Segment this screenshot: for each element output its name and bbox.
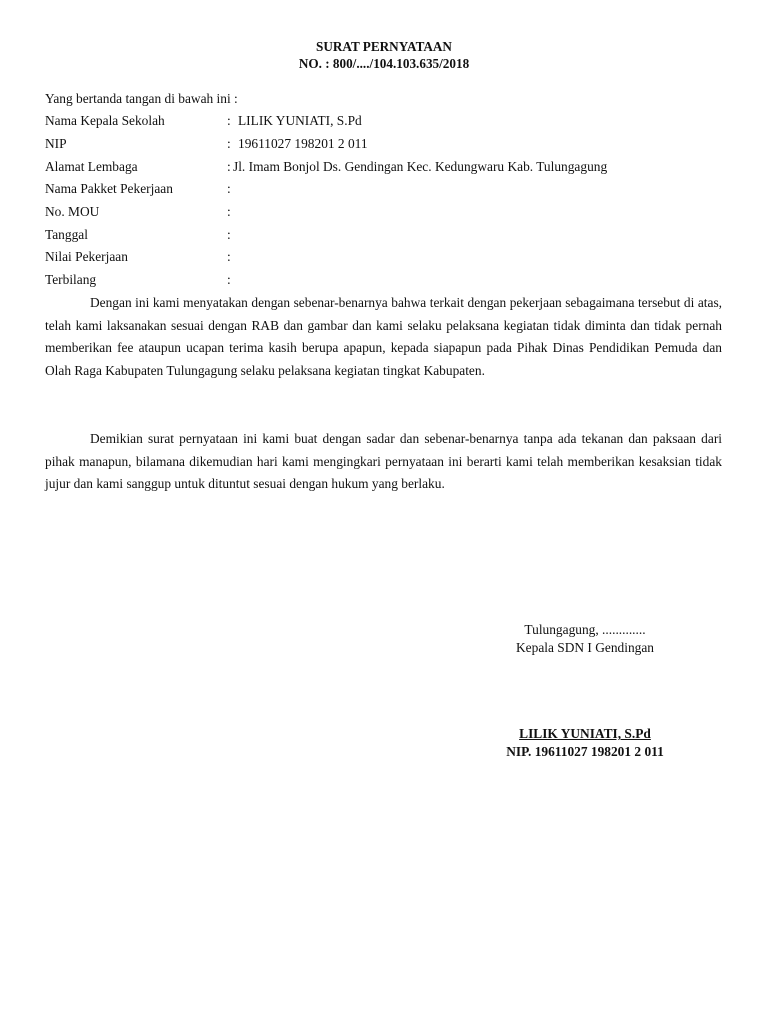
signature-nip: NIP. 19611027 198201 2 011	[506, 744, 664, 759]
field-label: NIP	[45, 136, 67, 151]
intro-text: Yang bertanda tangan di bawah ini :	[45, 91, 238, 106]
field-label: Tanggal	[45, 227, 88, 242]
closing-paragraph: Demikian surat pernyataan ini kami buat dengan sadar dan sebenar-benarnya tanpa ada tekanan dan paksaan dari pihak manapun, bilamana dikemudian hari kami mengingkari pernyataan ini berarti kami telah memberikan kesaksian tidak jujur dan kami sanggup untuk dituntut sesuai dengan hukum yang berlaku.	[45, 431, 722, 492]
field-value: LILIK YUNIATI, S.Pd	[238, 113, 362, 128]
field-label: Nilai Pekerjaan	[45, 249, 128, 264]
document-number: NO. : 800/..../104.103.635/2018	[298, 56, 470, 71]
field-colon: :	[227, 136, 231, 151]
field-label: Nama Kepala Sekolah	[45, 113, 165, 128]
field-colon: :	[227, 227, 231, 242]
signature-place-date: Tulungagung, .............	[524, 622, 646, 637]
field-colon: :	[227, 249, 231, 264]
field-label: Terbilang	[45, 272, 97, 287]
signature-name: LILIK YUNIATI, S.Pd	[519, 726, 651, 741]
field-colon: :	[227, 181, 231, 196]
field-colon: :	[227, 272, 231, 287]
signature-role: Kepala SDN I Gendingan	[516, 640, 654, 655]
field-label: Alamat Lembaga	[45, 159, 138, 174]
field-colon: :	[227, 159, 231, 174]
field-label: Nama Pakket Pekerjaan	[45, 181, 173, 196]
field-colon: :	[227, 204, 231, 219]
document-title: SURAT PERNYATAAN	[316, 39, 452, 54]
field-value: Jl. Imam Bonjol Ds. Gendingan Kec. Kedungwaru Kab. Tulungagung	[233, 159, 608, 174]
field-value: 19611027 198201 2 011	[238, 136, 368, 151]
statement-paragraph: Dengan ini kami menyatakan dengan sebenar-benarnya bahwa terkait dengan pekerjaan sebagaimana tersebut di atas, telah kami laksanakan sesuai dengan RAB dan gambar dan kami selaku pelaksana kegiatan tidak diminta dan tidak pernah memberikan fee ataupun ucapan terima kasih berupa apapun, kepada siapapun pada Pihak Dinas Pendidikan Pemuda dan Olah Raga Kabupaten Tulungagung selaku pelaksana kegiatan tingkat Kabupaten.	[45, 295, 722, 379]
field-colon: :	[227, 113, 231, 128]
field-label: No. MOU	[45, 204, 100, 219]
